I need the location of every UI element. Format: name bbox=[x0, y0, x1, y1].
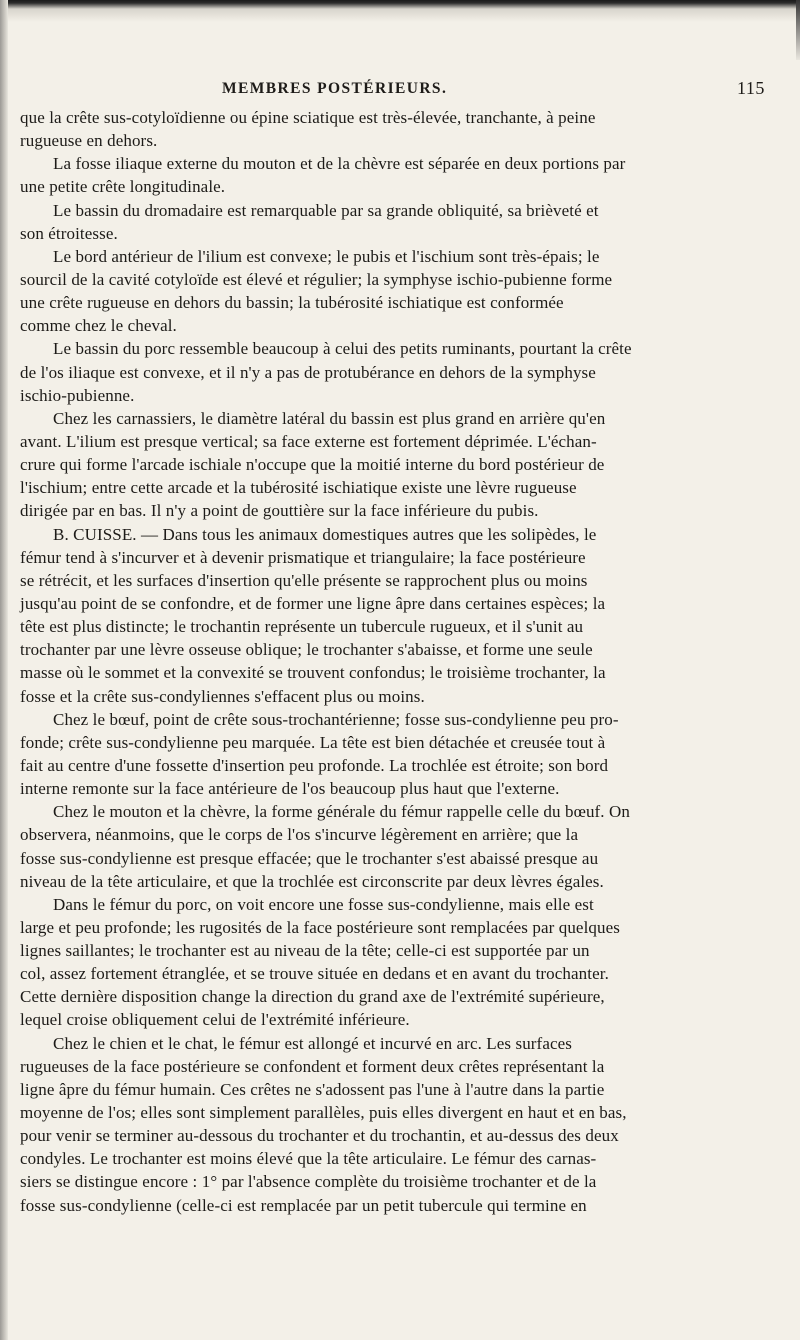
text-line: moyenne de l'os; elles sont simplement parallèles, puis elles divergent en haut et en bas, bbox=[20, 1103, 627, 1123]
text-line: lignes saillantes; le trochanter est au niveau de la tête; celle-ci est supportée par un bbox=[20, 941, 590, 961]
text-line: Chez les carnassiers, le diamètre latéral du bassin est plus grand en arrière qu'en bbox=[53, 408, 606, 428]
text-line: de l'os iliaque est convexe, et il n'y a pas de protubérance en dehors de la symphyse bbox=[20, 362, 596, 382]
text-line: Le bassin du dromadaire est remarquable par sa grande obliquité, sa brièveté et bbox=[53, 200, 599, 220]
text-line: fosse sus-condylienne est presque effacée; que le trochanter s'est abaissé presque au bbox=[20, 848, 599, 868]
text-line: siers se distingue encore : 1° par l'absence complète du troisième trochanter et de la bbox=[20, 1172, 597, 1192]
text-line: masse où le sommet et la convexité se trouvent confondus; le troisième trochanter, la bbox=[20, 663, 606, 683]
text-line: comme chez le cheval. bbox=[20, 316, 177, 336]
text-line: ischio-pubienne. bbox=[20, 385, 135, 405]
text-line: que la crête sus-cotyloïdienne ou épine sciatique est très-élevée, tranchante, à peine bbox=[20, 108, 596, 127]
text-line: fosse et la crête sus-condyliennes s'effacent plus ou moins. bbox=[20, 686, 425, 706]
text-line: ligne âpre du fémur humain. Ces crêtes ne s'adossent pas l'une à l'autre dans la partie bbox=[20, 1079, 605, 1099]
text-line: fonde; crête sus-condylienne peu marquée. La tête est bien détachée et creusée tout à bbox=[20, 732, 606, 752]
running-head: MEMBRES POSTÉRIEURS. bbox=[222, 80, 448, 97]
text-line: dirigée par en bas. Il n'y a point de gouttière sur la face inférieure du pubis. bbox=[20, 501, 539, 521]
body-text bbox=[20, 106, 800, 1217]
text-line: une crête rugueuse en dehors du bassin; la tubérosité ischiatique est conformée bbox=[20, 293, 564, 313]
page-number: 115 bbox=[737, 78, 765, 98]
text-line: large et peu profonde; les rugosités de la face postérieure sont remplacées par quelques bbox=[20, 917, 620, 937]
text-line: observera, néanmoins, que le corps de l'os s'incurve légèrement en arrière; que la bbox=[20, 825, 579, 845]
text-line: Cette dernière disposition change la direction du grand axe de l'extrémité supérieure, bbox=[20, 987, 605, 1007]
text-line: fémur tend à s'incurver et à devenir prismatique et triangulaire; la face postérieure bbox=[20, 547, 586, 567]
text-line: trochanter par une lèvre osseuse oblique; le trochanter s'abaisse, et forme une seule bbox=[20, 640, 593, 660]
text-line: Chez le chien et le chat, le fémur est allongé et incurvé en arc. Les surfaces bbox=[53, 1033, 572, 1053]
text-line: interne remonte sur la face antérieure de l'os beaucoup plus haut que l'externe. bbox=[20, 779, 560, 799]
text-line: son étroitesse. bbox=[20, 223, 118, 243]
text-line: Chez le mouton et la chèvre, la forme générale du fémur rappelle celle du bœuf. On bbox=[53, 802, 630, 822]
text-line: B. CUISSE. — Dans tous les animaux domestiques autres que les solipèdes, le bbox=[53, 524, 597, 544]
text-line: niveau de la tête articulaire, et que la trochlée est circonscrite par deux lèvres égales. bbox=[20, 871, 604, 891]
text-line: La fosse iliaque externe du mouton et de la chèvre est séparée en deux portions par bbox=[53, 154, 626, 174]
text-line: une petite crête longitudinale. bbox=[20, 177, 226, 197]
scan-edge-right bbox=[796, 0, 800, 60]
text-line: avant. L'ilium est presque vertical; sa face externe est fortement déprimée. L'échan- bbox=[20, 431, 597, 451]
text-line: lequel croise obliquement celui de l'extrémité inférieure. bbox=[20, 1010, 410, 1030]
text-line: crure qui forme l'arcade ischiale n'occupe que la moitié interne du bord postérieur de bbox=[20, 455, 605, 475]
text-line: se rétrécit, et les surfaces d'insertion qu'elle présente se rapprochent plus ou moins bbox=[20, 570, 588, 590]
text-line: fait au centre d'une fossette d'insertion peu profonde. La trochlée est étroite; son bord bbox=[20, 755, 609, 775]
text-line: fosse sus-condylienne (celle-ci est remplacée par un petit tubercule qui termine en bbox=[20, 1195, 587, 1215]
text-line: Le bord antérieur de l'ilium est convexe; le pubis et l'ischium sont très-épais; le bbox=[53, 246, 600, 266]
text-line: Dans le fémur du porc, on voit encore une fosse sus-condylienne, mais elle est bbox=[53, 894, 594, 914]
text-line: rugueuse en dehors. bbox=[20, 131, 158, 151]
text-line: l'ischium; entre cette arcade et la tubérosité ischiatique existe une lèvre rugueuse bbox=[20, 478, 577, 498]
text-line: pour venir se terminer au-dessous du trochanter et du trochantin, et au-dessus des deux bbox=[20, 1126, 619, 1146]
text-line: tête est plus distincte; le trochantin représente un tubercule rugueux, et il s'unit au bbox=[20, 617, 584, 637]
page-header bbox=[0, 78, 800, 108]
text-line: jusqu'au point de se confondre, et de former une ligne âpre dans certaines espèces; la bbox=[20, 593, 606, 613]
text-line: rugueuses de la face postérieure se confondent et forment deux crêtes représentant la bbox=[20, 1056, 605, 1076]
text-line: condyles. Le trochanter est moins élevé que la tête articulaire. Le fémur des carnas- bbox=[20, 1149, 597, 1169]
text-line: sourcil de la cavité cotyloïde est élevé et régulier; la symphyse ischio-pubienne forme bbox=[20, 269, 613, 289]
text-line: col, assez fortement étranglée, et se trouve située en dedans et en avant du trochanter. bbox=[20, 964, 609, 984]
scan-edge-top bbox=[0, 0, 800, 22]
text-line: Le bassin du porc ressemble beaucoup à celui des petits ruminants, pourtant la crête bbox=[53, 339, 632, 359]
scan-edge-left bbox=[0, 0, 8, 1340]
text-line: Chez le bœuf, point de crête sous-trochantérienne; fosse sus-condylienne peu pro- bbox=[53, 709, 619, 729]
